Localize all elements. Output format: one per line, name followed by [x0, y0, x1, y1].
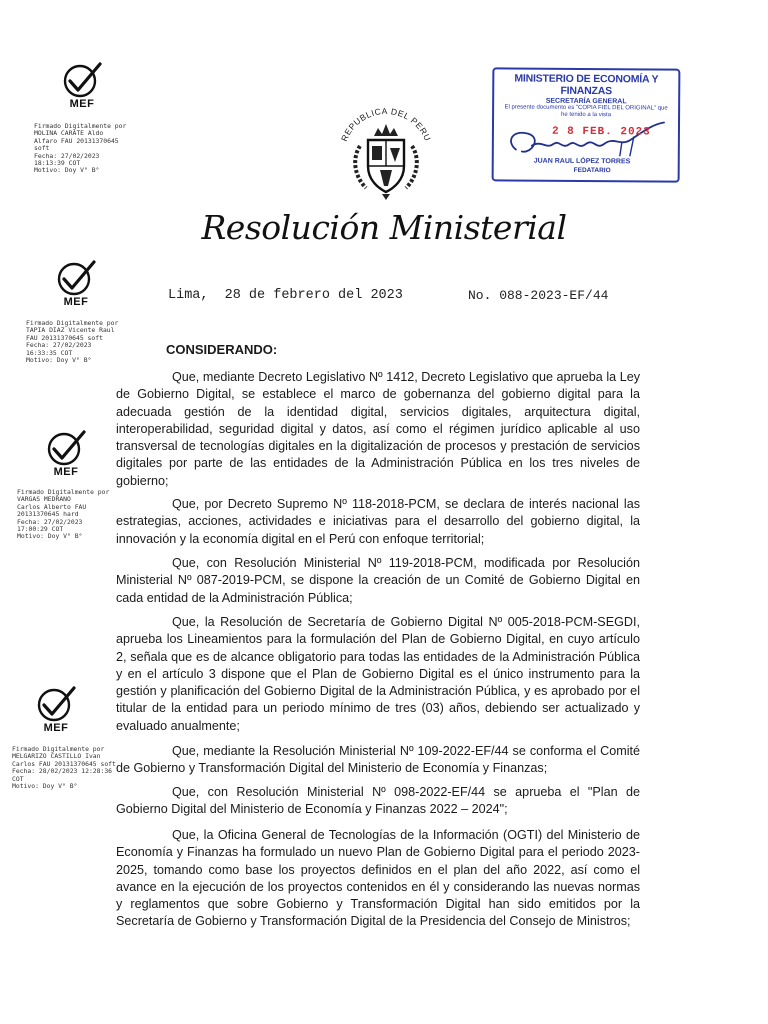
paragraph: Que, con Resolución Ministerial Nº 098-2022-EF/44 se aprueba el "Plan de Gobierno Digital del Ministerio de Economía y Finanzas 2022 – 2024"; — [116, 785, 640, 817]
digital-signature-text: Firmado Digitalmente por MELGARIZO CASTILLO Ivan Carlos FAU 20131370645 soft Fecha: 28/02/2023 12:28:36 COT Motivo: Doy V° B° — [12, 745, 116, 791]
paragraph: Que, por Decreto Supremo Nº 118-2018-PCM, se declara de interés nacional las estrategias, acciones, actividades e iniciativas para el desarrollo del gobierno digital, la innovación y la economía digital en el Perú con enfoque territorial; — [116, 497, 640, 546]
stamp-signer-name: JUAN RAUL LÓPEZ TORRES — [533, 157, 631, 166]
mef-label: MEF — [69, 98, 95, 110]
section-heading: CONSIDERANDO: — [166, 342, 278, 357]
stamp-date: 2 8 FEB. 2023 — [551, 125, 651, 139]
stamp-note: El presente documento es "COPIA FIEL DEL ORIGINAL" que he tenido a la vista — [504, 104, 668, 119]
mef-signature-logo — [54, 258, 98, 308]
mef-label: MEF — [43, 722, 69, 734]
city: Lima, — [168, 288, 209, 303]
paragraph: Que, mediante Decreto Legislativo Nº 1412, Decreto Legislativo que aprueba la Ley de Gobierno Digital, se establece el marco de gobernanza del gobierno digital para la adecuada gestión de la identidad digital, servicios digitales, arquitectura digital, interoperabilidad, seguridad digital y datos, así como el régimen jurídico aplicable al uso transversal de tecnologías digitales en la digitalización de procesos y prestación de servicios digitales por parte de las entidades de la Administración Pública en los tres niveles de gobierno; — [116, 370, 640, 488]
paragraph: Que, mediante la Resolución Ministerial Nº 109-2022-EF/44 se conforma el Comité de Gobierno y Transformación Digital del Ministerio de Economía y Finanzas; — [116, 744, 640, 776]
peru-coat-of-arms-icon — [330, 96, 442, 208]
mef-label: MEF — [53, 466, 79, 478]
document-title: Resolución Ministerial — [201, 208, 567, 247]
stamp-organization: MINISTERIO DE ECONOMÍA Y FINANZAS — [514, 72, 659, 98]
mef-signature-logo — [44, 428, 88, 478]
stamp-department: SECRETARÍA GENERAL — [545, 97, 627, 106]
seal-text: REPUBLICA DEL PERU — [338, 105, 434, 143]
digital-signature-text: Firmado Digitalmente por MOLINA CARATE Aldo Alfaro FAU 20131370645 soft Fecha: 27/02/2023 18:13:39 COT Motivo: Doy V° B° — [34, 122, 127, 175]
document-date: 28 de febrero del 2023 — [224, 288, 403, 303]
checkmark-seal-icon — [54, 258, 98, 298]
stamp-signer-role: FEDATARIO — [573, 166, 611, 175]
checkmark-seal-icon — [34, 684, 78, 724]
paragraph: Que, la Oficina General de Tecnologías de la Información (OGTI) del Ministerio de Economía y Finanzas ha formulado un nuevo Plan de Gobierno Digital para el periodo 2023-2025, tomando como base los proyectos definidos en el plan del año 2022, así como el avance en la ejecución de los proyectos contenidos en él y considerando las nuevas normas y reglamentos que sobre Gobierno y Transformación Digital han sido emitidos por la Secretaría de Gobierno y Transformación Digital de la Presidencia del Consejo de Ministros; — [116, 828, 640, 929]
mef-signature-logo — [34, 684, 78, 734]
resolution-number: No. 088-2023-EF/44 — [468, 288, 609, 303]
paragraph: Que, con Resolución Ministerial Nº 119-2018-PCM, modificada por Resolución Ministerial Nº 087-2019-PCM, se dispone la creación de un Comité de Gobierno Digital en cada entidad de la Administración Pública; — [116, 556, 640, 605]
certified-copy-stamp — [492, 67, 681, 182]
digital-signature-text: Firmado Digitalmente por TAPIA DIAZ Vicente Raul FAU 20131370645 soft Fecha: 27/02/2023 16:33:35 COT Motivo: Doy V° B° — [26, 319, 119, 365]
paragraph: Que, la Resolución de Secretaría de Gobierno Digital Nº 005-2018-PCM-SEGDI, aprueba los Lineamientos para la formulación del Plan de Gobierno Digital, en cuyo artículo 2, señala que es de alcance obligatorio para todas las entidades de la Administración Pública y en el artículo 3 dispone que el Plan de Gobierno Digital es el único instrumento para la gestión y planificación del Gobierno Digital de la Administración Pública, y es aprobado por el titular de la entidad para un periodo mínimo de tres (03) años, debiendo ser actualizado y evaluado anualmente; — [116, 615, 640, 733]
digital-signature-text: Firmado Digitalmente por VARGAS MEDRANO Carlos Alberto FAU 20131370645 hard Fecha: 27/02/2023 17:00:29 COT Motivo: Doy V° B° — [17, 488, 110, 541]
checkmark-seal-icon — [44, 428, 88, 468]
mef-label: MEF — [63, 296, 89, 308]
checkmark-seal-icon — [60, 60, 104, 100]
mef-signature-logo — [60, 60, 104, 110]
document-dateline — [168, 288, 403, 303]
